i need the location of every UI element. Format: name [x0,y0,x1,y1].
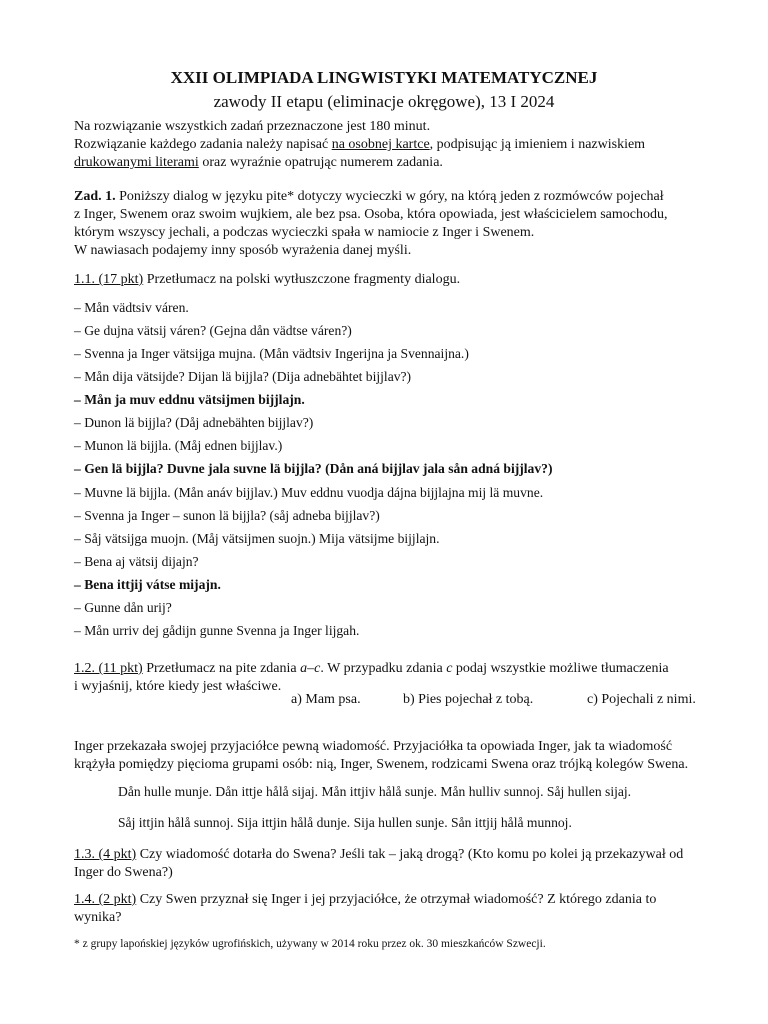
dialog-line-bold: – Bena ittjij vátse mijajn. [74,577,221,592]
intro-line-2 [74,136,696,154]
intro-underlined: na osobnej kartce [331,137,430,152]
task-description [74,188,696,260]
page-subtitle: zawody II etapu (eliminacje okręgowe), 13 I 2024 [213,92,555,111]
question-line-1 [74,891,696,909]
dialog-line: – Munon lä bijjla. (Måj ednen bijjlav.) [74,438,283,453]
question-number: 1.4. (2 pkt) [74,892,137,907]
dialog-line: – Mån vädtsiv váren. [74,300,189,315]
dialog-line: – Mån urriv dej gådijn gunne Svenna ja Inger lijgah. [74,623,360,638]
dialog-line: – Dunon lä bijjla? (Dåj adnebähten bijjlav?) [74,415,314,430]
story-line-2: krążyła pomiędzy pięcioma grupami osób: nią, Inger, Swenem, rodzicami Swena oraz trójką kolegów Swena. [74,757,689,772]
intro-underlined: drukowanymi literami [74,155,199,170]
dialog-line: – Såj vätsijga muojn. (Måj vätsijmen suojn.) Mija vätsijme bijjlajn. [74,531,440,546]
dialog-line: – Muvne lä bijjla. (Mån anáv bijjlav.) Muv eddnu vuodja dájna bijjlajna mij lä muvne. [74,485,544,500]
intro-paragraph [74,118,696,172]
question-line-2: i wyjaśnij, które kiedy jest właściwe. [74,679,282,694]
question-number: 1.1. (17 pkt) [74,272,144,287]
question-line-1 [74,660,696,678]
task-line-4: W nawiasach podajemy inny sposób wyrażenia danej myśli. [74,243,412,258]
dialog-line: – Mån dija vätsijde? Dijan lä bijjla? (Dija adnebähtet bijjlav?) [74,369,412,384]
question-1-1 [74,271,696,289]
page-title: XXII OLIMPIADA LINGWISTYKI MATEMATYCZNEJ [170,68,598,87]
question-italic: a–c [300,661,321,676]
message-line-1: Dån hulle munje. Dån ittje hålå sijaj. Mån ittjiv hålå sunje. Mån hulliv sunnoj. Såj hullen sijaj. [118,784,632,799]
question-line-2: Inger do Swena?) [74,865,173,880]
option-c: c) Pojechali z nimi. [587,692,696,707]
dialog-line: – Svenna ja Inger vätsijga mujna. (Mån vädtsiv Ingerijna ja Svennaijna.) [74,346,469,361]
dialog-line: – Gunne dån urij? [74,600,172,615]
question-text: Przetłumacz na pite zdania [142,661,301,676]
dialog-line: – Bena aj vätsij dijajn? [74,554,199,569]
task-line-3: którym wszyscy jechali, a podczas wycieczki spała w namiocie z Inger i Swenem. [74,225,535,240]
task-text: Poniższy dialog w języku pite* dotyczy wycieczki w góry, na którą jeden z rozmówców pojechał [115,189,664,204]
question-number: 1.2. (11 pkt) [74,661,143,676]
question-line-1 [74,846,696,864]
question-text: . W przypadku zdania [320,661,447,676]
message-line-2: Såj ittjin hålå sunnoj. Sija ittjin hålå dunje. Sija hullen sunje. Sån ittjij hålå munnoj. [118,815,572,830]
question-1-2 [74,660,696,696]
intro-line-1: Na rozwiązanie wszystkich zadań przeznaczone jest 180 minut. [74,119,431,134]
story-line-1: Inger przekazała swojej przyjaciółce pewną wiadomość. Przyjaciółka ta opowiada Inger, jak ta wiadomość [74,739,673,754]
question-number: 1.3. (4 pkt) [74,847,137,862]
intro-text: oraz wyraźnie opatrując numerem zadania. [198,155,443,170]
question-line-2: wynika? [74,910,122,925]
footnote: * z grupy lapońskiej języków ugrofińskich, używany w 2014 roku przez ok. 30 mieszkańców Szwecji. [74,938,546,950]
question-1-3 [74,846,696,882]
dialog-line-bold: – Gen lä bijjla? Duvne jala suvne lä bijjla? (Dån aná bijjlav jala sån adná bijjlav?) [74,461,553,476]
story-paragraph [74,738,696,774]
question-text: Czy wiadomość dotarła do Swena? Jeśli tak – jaką drogą? (Kto komu po kolei ją przekazywał od [136,847,684,862]
intro-text: Rozwiązanie każdego zadania należy napisać [74,137,332,152]
task-line-1 [74,188,696,206]
option-a: a) Mam psa. [291,692,361,707]
question-text: Przetłumacz na polski wytłuszczone fragmenty dialogu. [143,272,461,287]
option-b: b) Pies pojechał z tobą. [403,692,534,707]
question-1-4 [74,891,696,927]
dialog-line-bold: – Mån ja muv eddnu vätsijmen bijjlajn. [74,392,305,407]
task-line-2: z Inger, Swenem oraz swoim wujkiem, ale bez psa. Osoba, która opowiada, jest właścicielem samochodu, [74,207,668,222]
intro-line-3 [74,154,696,172]
intro-text: , podpisując ją imieniem i nazwiskiem [429,137,646,152]
dialog-line: – Svenna ja Inger – sunon lä bijjla? (såj adneba bijjlav?) [74,508,380,523]
question-text: Czy Swen przyznał się Inger i jej przyjaciółce, że otrzymał wiadomość? Z którego zdania to [136,892,657,907]
question-italic: c [446,661,453,676]
task-label: Zad. 1. [74,189,116,204]
question-text: podaj wszystkie możliwe tłumaczenia [452,661,669,676]
dialog-line: – Ge dujna vätsij váren? (Gejna dån vädtse váren?) [74,323,352,338]
